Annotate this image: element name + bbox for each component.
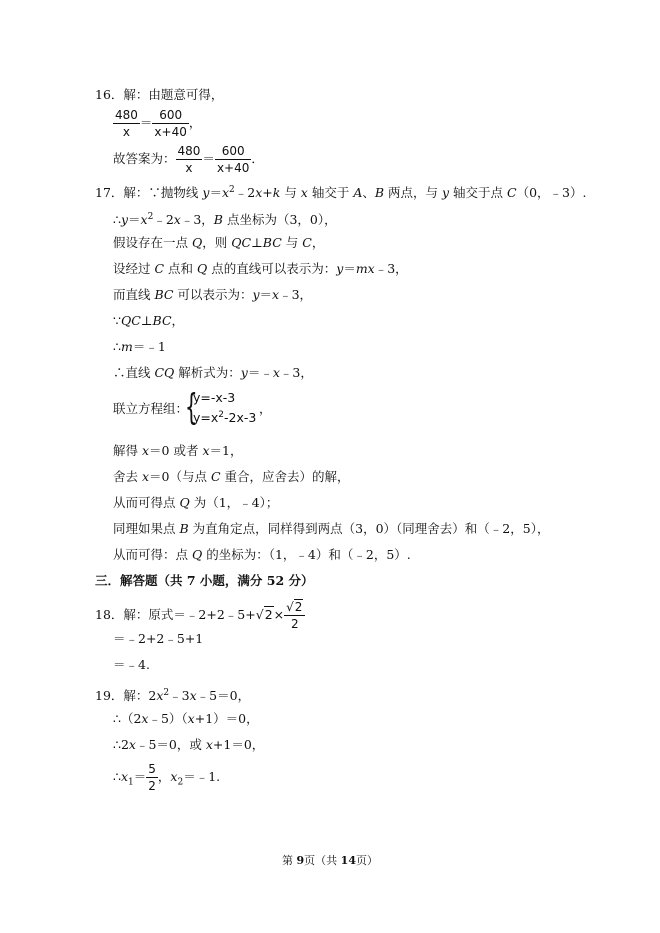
fraction: $\frac{5}{2}$ bbox=[148, 762, 156, 793]
p17-line-8: ∴直线 CQ 解析式为：y＝﹣x﹣3， bbox=[113, 365, 313, 380]
page-total: 14 bbox=[340, 854, 356, 867]
fraction: $\frac{480}{x}$ bbox=[115, 108, 138, 139]
p18-line-3: ＝﹣4. bbox=[113, 657, 150, 672]
p19-line-2: ∴（2x﹣5）（x+1）＝0， bbox=[113, 711, 259, 726]
p16-equation: $\frac{480}{x}$ ＝ $\frac{600}{x+40}$ ， bbox=[115, 108, 202, 139]
p17-line-9-comma: ， bbox=[259, 401, 272, 416]
p17-line-6: ∵QC⊥BC， bbox=[113, 313, 185, 328]
system-equation-2: $y=x^2-2x-3$ bbox=[193, 410, 257, 426]
page-footer: 第 9页（共 14页） bbox=[282, 854, 378, 867]
p17-line-4: 设经过 C 点和 Q 点的直线可以表示为：y＝mx﹣3， bbox=[113, 261, 408, 276]
fraction: $\frac{600}{x+40}$ bbox=[216, 144, 250, 175]
left-brace: { bbox=[185, 387, 198, 428]
p17-line-3: 假设存在一点 Q，则 QC⊥BC 与 C， bbox=[113, 235, 325, 250]
section-heading: 三．解答题（共 7 小题，满分 52 分） bbox=[95, 573, 314, 588]
equation-system bbox=[185, 388, 265, 432]
p17-line-14: 从而可得：点 Q 的坐标为：（1，﹣4）和（﹣2，5）. bbox=[113, 547, 411, 562]
p17-line-11: 舍去 x＝0（与点 C 重合，应舍去）的解， bbox=[113, 469, 350, 484]
fraction: $\frac{480}{x}$ bbox=[177, 144, 201, 175]
p17-line-1: 17．解：∵抛物线 $y=x^2﹣2x+k$ 与 x 轴交于 A、B 两点，与 y 轴交于点 C（0，﹣3）. bbox=[95, 185, 587, 201]
p18-line-2: ＝﹣2+2﹣5+1 bbox=[113, 631, 204, 646]
p18-line-1: 18．解：原式＝﹣2+2﹣5+√2× $\frac{√2}{2}$ bbox=[95, 600, 305, 631]
square-root: √2 bbox=[255, 607, 273, 622]
p17-line-2: $\therefore y=x^2﹣2x﹣3$，B 点坐标为（3，0）， bbox=[113, 212, 337, 228]
system-equation-1: y=-x-3 bbox=[193, 390, 236, 405]
p16-head: 16．解：由题意可得， bbox=[95, 87, 224, 102]
p17-line-10: 解得 x＝0 或者 x＝1， bbox=[113, 443, 243, 458]
p19-line-1: 19．解：$2x^2﹣3x﹣5=0$， bbox=[95, 688, 251, 704]
p17-line-13: 同理如果点 B 为直角定点，同样得到两点（3，0）（同理舍去）和（﹣2，5）， bbox=[113, 521, 550, 536]
p19-line-4: $\therefore x_1=$ $\frac{5}{2}$ ，$x_2=﹣1$. bbox=[113, 762, 221, 793]
p19-line-3: ∴2x﹣5＝0，或 x+1＝0， bbox=[113, 737, 265, 752]
page-number: 9 bbox=[296, 854, 305, 867]
fraction: $\frac{√2}{2}$ bbox=[284, 600, 305, 631]
p17-line-9-label: 联立方程组： bbox=[113, 401, 189, 416]
fraction: $\frac{600}{x+40}$ bbox=[154, 108, 187, 139]
p17-line-12: 从而可得点 Q 为（1，﹣4）； bbox=[113, 495, 279, 510]
p16-answer: 故答案为： $\frac{480}{x}$ ＝ $\frac{600}{x+40}$ ． bbox=[113, 144, 264, 175]
p17-line-5: 而直线 BC 可以表示为：y＝x﹣3， bbox=[113, 287, 313, 302]
p17-line-7: ∴m＝﹣1 bbox=[113, 339, 166, 354]
